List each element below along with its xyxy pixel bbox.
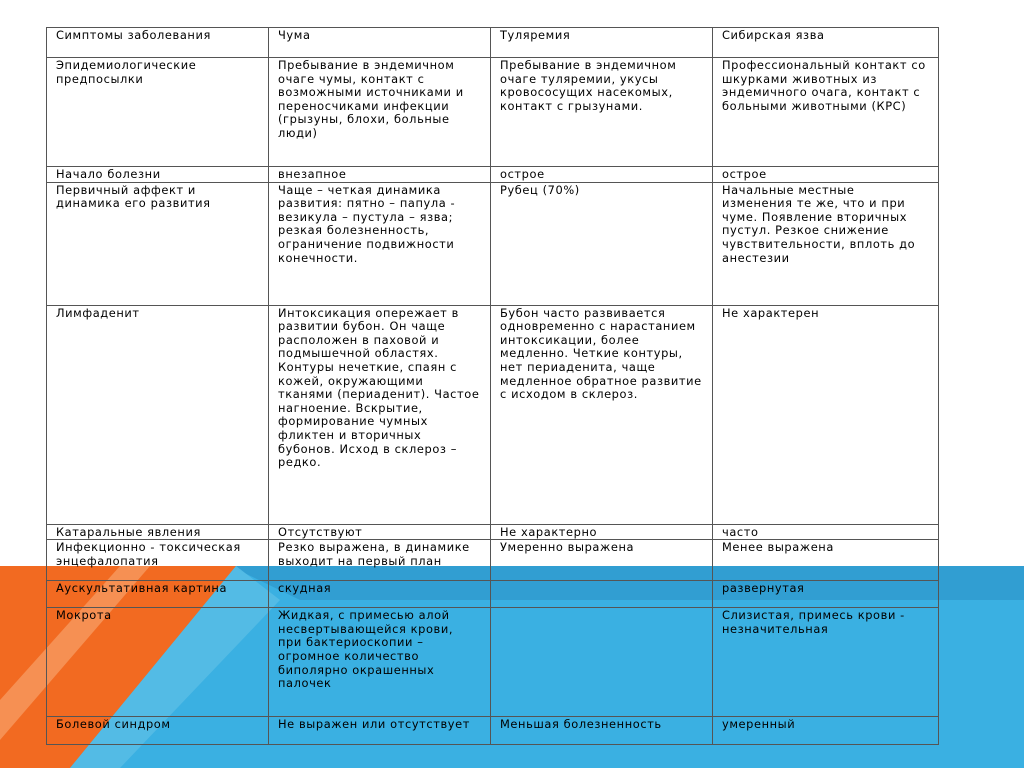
symptoms-comparison-table (46, 27, 939, 745)
table-row (47, 167, 939, 183)
row-symptom: Начало болезни (47, 167, 269, 183)
cell-anthrax: Профессиональный контакт со шкурками животных из эндемичного очага, контакт с больными животными (КРС) (713, 58, 939, 167)
cell-tularemia: Бубон часто развивается одновременно с нарастанием интоксикации, более медленно. Четкие контуры, нет периаденита, чаще медленное обратное развитие с исходом в склероз. (491, 305, 713, 524)
cell-tularemia (491, 608, 713, 717)
cell-plague: скудная (269, 581, 491, 608)
cell-plague: Интоксикация опережает в развитии бубон. Он чаще расположен в паховой и подмышечной областях. Контуры нечеткие, спаян с кожей, окружающими тканями (периаденит). Частое нагноение. Вскрытие, формирование чумных фликтен и вторичных бубонов. Исход в склероз – редко. (269, 305, 491, 524)
cell-tularemia: Пребывание в эндемичном очаге туляремии, укусы кровососущих насекомых, контакт с грызунами. (491, 58, 713, 167)
table-row (47, 305, 939, 524)
cell-anthrax: Начальные местные изменения те же, что и при чуме. Появление вторичных пустул. Резкое снижение чувствительности, вплоть до анестезии (713, 182, 939, 305)
header-symptoms: Симптомы заболевания (47, 28, 269, 58)
cell-tularemia: Меньшая болезненность (491, 717, 713, 745)
table-row (47, 182, 939, 305)
cell-anthrax: Слизистая, примесь крови - незначительная (713, 608, 939, 717)
table-row (47, 524, 939, 540)
cell-plague: внезапное (269, 167, 491, 183)
table-row (47, 58, 939, 167)
cell-plague: Пребывание в эндемичном очаге чумы, контакт с возможными источниками и переносчиками инфекции (грызуны, блохи, больные люди) (269, 58, 491, 167)
cell-anthrax: развернутая (713, 581, 939, 608)
cell-anthrax: острое (713, 167, 939, 183)
cell-tularemia: Рубец (70%) (491, 182, 713, 305)
cell-tularemia: Умеренно выражена (491, 540, 713, 581)
table-row (47, 540, 939, 581)
row-symptom: Мокрота (47, 608, 269, 717)
header-tularemia: Туляремия (491, 28, 713, 58)
cell-tularemia: Не характерно (491, 524, 713, 540)
row-symptom: Инфекционно - токсическая энцефалопатия (47, 540, 269, 581)
row-symptom: Болевой синдром (47, 717, 269, 745)
cell-plague: Чаще – четкая динамика развития: пятно – папула - везикула – пустула – язва; резкая болезненность, ограничение подвижности конечности. (269, 182, 491, 305)
cell-plague: Резко выражена, в динамике выходит на первый план (269, 540, 491, 581)
cell-anthrax: умеренный (713, 717, 939, 745)
table-header-row (47, 28, 939, 58)
table-row (47, 581, 939, 608)
cell-plague: Жидкая, с примесью алой несвертывающейся крови, при бактериоскопии – огромное количество биполярно окрашенных палочек (269, 608, 491, 717)
cell-plague: Отсутствуют (269, 524, 491, 540)
row-symptom: Лимфаденит (47, 305, 269, 524)
cell-tularemia: острое (491, 167, 713, 183)
header-plague: Чума (269, 28, 491, 58)
header-anthrax: Сибирская язва (713, 28, 939, 58)
cell-tularemia (491, 581, 713, 608)
cell-anthrax: Менее выражена (713, 540, 939, 581)
row-symptom: Первичный аффект и динамика его развития (47, 182, 269, 305)
row-symptom: Эпидемиологические предпосылки (47, 58, 269, 167)
cell-anthrax: Не характерен (713, 305, 939, 524)
row-symptom: Аускультативная картина (47, 581, 269, 608)
cell-plague: Не выражен или отсутствует (269, 717, 491, 745)
table-row (47, 717, 939, 745)
table-row (47, 608, 939, 717)
cell-anthrax: часто (713, 524, 939, 540)
row-symptom: Катаральные явления (47, 524, 269, 540)
